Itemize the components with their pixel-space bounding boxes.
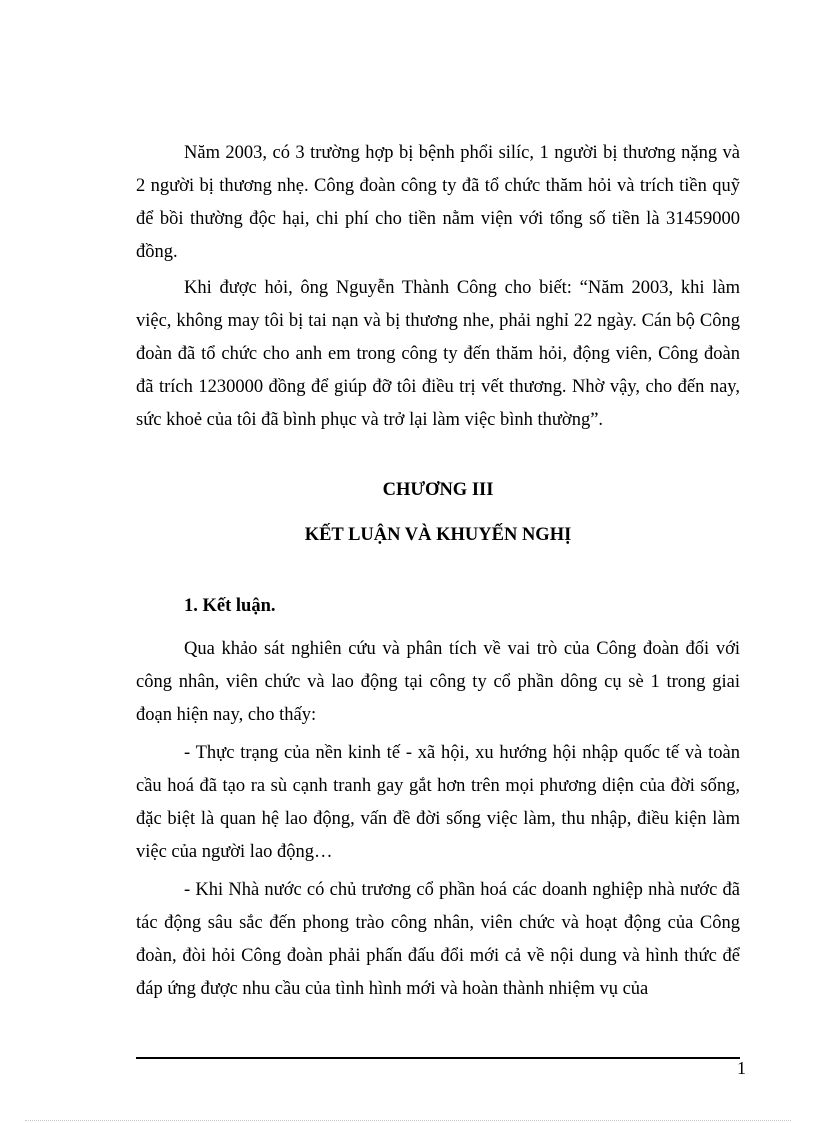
- chapter-title: KẾT LUẬN VÀ KHUYẾN NGHỊ: [304, 525, 572, 545]
- body-paragraph: Năm 2003, có 3 trường hợp bị bệnh phổi silíc, 1 người bị thương nặng và 2 người bị thương nhẹ. Công đoàn công ty đã tổ chức thăm hỏi và trích tiền quỹ để bồi thường độc hại, chi phí cho tiền nằm viện với tổng số tiền là 31459000 đồng.: [136, 143, 740, 262]
- page-boundary: [25, 1120, 791, 1121]
- body-paragraph: - Khi Nhà nước có chủ trương cổ phần hoá các doanh nghiệp nhà nước đã tác động sâu sắc đến phong trào công nhân, viên chức và hoạt động của Công đoàn, đòi hỏi Công đoàn phải phấn đấu đổi mới cả về nội dung và hình thức để đáp ứng được nhu cầu của tình hình mới và hoàn thành nhiệm vụ của: [136, 880, 740, 999]
- footer-rule: [136, 1057, 740, 1059]
- page-number: 1: [737, 1058, 746, 1078]
- section-heading: 1. Kết luận.: [184, 596, 276, 616]
- body-paragraph: Qua khảo sát nghiên cứu và phân tích về vai trò của Công đoàn đối với công nhân, viên chức và lao động tại công ty cổ phần dông cụ sè 1 trong giai đoạn hiện nay, cho thấy:: [136, 639, 740, 725]
- quote-paragraph: Khi được hỏi, ông Nguyễn Thành Công cho biết: “Năm 2003, khi làm việc, không may tôi bị tai nạn và bị thương nhe, phải nghỉ 22 ngày. Cán bộ Công đoàn đã tổ chức cho anh em trong công ty đến thăm hỏi, động viên, Công đoàn đã trích 1230000 đồng để giúp đỡ tôi điều trị vết thương. Nhờ vậy, cho đến nay, sức khoẻ của tôi đã bình phục và trở lại làm việc bình thường”.: [136, 278, 740, 430]
- chapter-number: CHƯƠNG III: [382, 480, 494, 500]
- body-paragraph: - Thực trạng của nền kinh tế - xã hội, xu hướng hội nhập quốc tế và toàn cầu hoá đã tạo ra sù cạnh tranh gay gắt hơn trên mọi phương diện của đời sống, đặc biệt là quan hệ lao động, vấn đề đời sống việc làm, thu nhập, điều kiện làm việc của người lao động…: [136, 743, 740, 862]
